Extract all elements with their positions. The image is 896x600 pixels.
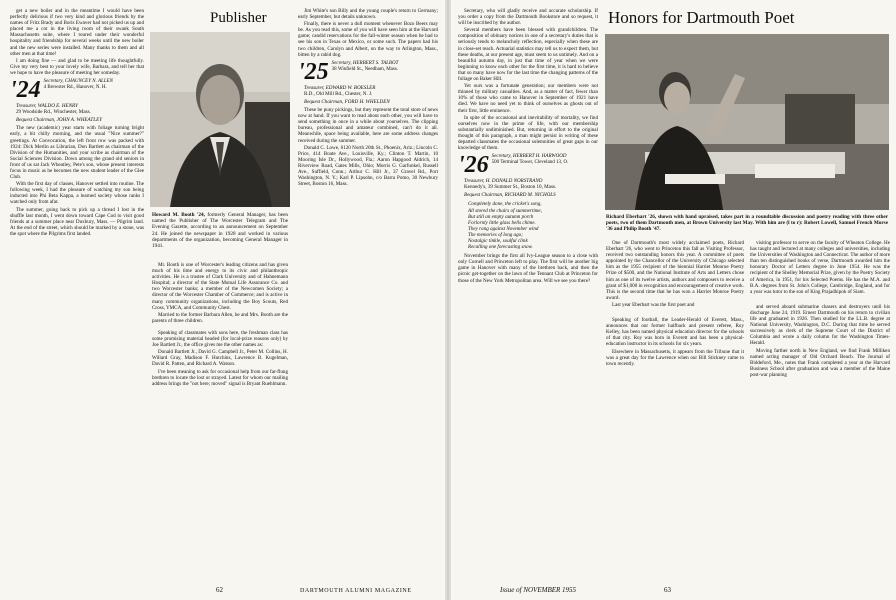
caption-name: Howard M. Booth '24,	[152, 212, 205, 218]
treasurer-address: R.D., Old Mill Rd., Chester, N. J.	[304, 90, 373, 97]
secretary-line: Secretary, HERBERT H. HARWOOD	[491, 154, 567, 160]
paragraph: Elsewhere in Massachusetts, it appears from the Tribune that it was a great day for the Lawrence when our Bill Stickney came to town recently.	[606, 348, 744, 367]
treasurer-line: Treasurer, EDWARD W. BOESLER	[304, 84, 376, 91]
paragraph: One of Dartmouth's most widely acclaimed poets, Richard Eberhart '26, who went to Princeton this fall as Visiting Professor, received two outstanding honors this year. A committee of poets appointed by the Chancellor of the University of Chicago selected him as the 1955 recipient of the biennial Harriet Monroe Poetry Prize of $500, and the National Institute of Arts and Letters chose him as one of its twelve artists, authors and composers to receive a grant of $1,000 in recognition and encouragement of creative work. This is the second time that he has won a Harriet Monroe Poetry award.	[606, 240, 744, 301]
eberhart-photo	[605, 34, 889, 210]
secretary-address: 38 Winfield St., Needham, Mass.	[331, 66, 399, 72]
poem-line: Forlornly little glass bells chime.	[468, 219, 536, 226]
poem-line: All stored the chairs of summertime,	[468, 207, 542, 214]
paragraph: The summer, going back to pick up a thread I lost in the shuffle last month, I went down toward Cape Cod to visit good friends at a summer place near Duxbury, Mass. — Pilgrim land. At the end of the street, which should be marked by a stone, was the spot where the Pilgrims first landed.	[10, 206, 144, 237]
right-page	[450, 0, 896, 600]
secretary-address: 4 Brewster Rd., Hanover, N. H.	[43, 85, 107, 91]
publisher-heading: Publisher	[210, 10, 267, 26]
booth-caption	[152, 212, 288, 249]
page-number-left: 62	[216, 586, 223, 594]
magazine-footer: DARTMOUTH ALUMNI MAGAZINE	[300, 588, 412, 594]
treasurer-address: 29 Woodside Rd., Winchester, Mass.	[16, 109, 91, 116]
bequest-line: Bequest Chairman, JOHN A. WHEATLEY	[16, 117, 103, 124]
paragraph: In spite of the occasional and inevitability of mortality, we find ourselves now in the prime of life, with our membership substantially undiminished. But, returning in effort to the original thought of this paragraph, a man might persist in writing of these departed classmates the occasional solemnities of great gaps in our knowledge of them.	[458, 114, 598, 152]
paragraph: I've been meaning to ask for occasional help from our far-flung brethren to locate the lost or strayed. Latest for whom our mailing address brings the "not here; moved" signal is Bryant Ruehlmann.	[152, 368, 288, 387]
poem-line: They rang against November wind	[468, 225, 539, 232]
bequest-line: Bequest Chairman, RICHARD M. NICHOLS	[464, 192, 556, 199]
paragraph: Married to the former Barbara Allen, he and Mrs. Booth are the parents of three children.	[152, 311, 288, 324]
class-header-26	[458, 152, 598, 179]
poem-line: But still an empty autumn porch	[468, 213, 534, 220]
honors-heading: Honors for Dartmouth Poet	[608, 8, 795, 27]
class-number: '25	[298, 58, 329, 85]
issue-footer: Issue of NOVEMBER 1955	[500, 586, 577, 594]
left-column-1	[10, 8, 144, 588]
right-column-3	[750, 240, 890, 580]
spacer	[750, 296, 890, 304]
poem-line: Completely done, the cricket's song,	[468, 201, 542, 208]
treasurer-block	[458, 178, 598, 198]
class-header-24	[10, 77, 144, 104]
spacer	[606, 309, 744, 317]
left-column-3	[298, 8, 438, 586]
booth-portrait-photo	[150, 32, 290, 207]
treasurer-line: Treasurer, WALDO E. HENRY	[16, 103, 78, 110]
caption-text: formerly General Manager, has been named the Publisher of The Worcester Telegram and The Evening Gazette, according to an announcement on September 24. He joined the newspaper in 1928 and worked in various departments of the organization, becoming General Manager in 1941.	[152, 212, 288, 250]
class-officers	[492, 154, 569, 166]
paragraph: Jim White's son Billy and the young couple's return to Germany; early September, but details unknown.	[298, 8, 438, 21]
poem	[458, 201, 598, 250]
paragraph: The new (academic) year starts with foliage turning bright early, a bit chilly morning, and the usual "Nice summer?" greetings. At Convocation, the left front row was packed with 1924: Dick Merlin as Librarian, Don Bartlett as chairman of the Division of the Humanities, and your scribe as chairman of the Social Sciences Division. Down among the grand old seniors in front of us sat Jack Wheatley, Pete's son, whose present interests focus in music as he becomes the new student leader of the Glee Club.	[10, 125, 144, 181]
class-number: '26	[458, 152, 489, 179]
paragraph: Finally, there is never a dull moment whenever Bozo Beers may be. As you read this, some of you will have seen him at the Harvard game; candid reservations for the fall-winter season when he had to see his son in Texas or Mexico, or some such. The papers had his two children, Carolyn and Albert, on the way to Arlington, Mass., bitten by a rabid dog.	[298, 21, 438, 58]
paragraph: Several members have been blessed with grandchildren. The composition of obituary notices in one of a secretary's duties that is seriously tends to melancholy reflection, especially when these are in close-set reach. Actuarial statistics may tell us to expect them, but these deaths, at our present age, must seem to us untimely. And on a beautiful autumn day, in just that time of year when we were beginning to know each other for the first time, it is hard to believe that so many have now for the last time the changing patterns of the foliage on Baker Hill.	[458, 27, 598, 83]
treasurer-block	[10, 103, 144, 123]
poem-line: The memories of long ago;	[468, 231, 523, 238]
treasurer-line: Treasurer, H. DONALD NORSTRAND	[464, 178, 543, 185]
paragraph: These be puny pickings, but they represent the total store of news now at hand. If you want to read about each other, you will have to send something in once in a while about yourselves. The clipping bureau, professional and amateur combined, can't do it all. Meanwhile, space being available, here are some address changes received during the summer.	[298, 107, 438, 144]
left-page	[0, 0, 446, 600]
poem-line: Nostalgic tinkle, soulful clink	[468, 238, 528, 244]
photo-image	[605, 34, 889, 210]
secretary-address: 500 Terminal Tower, Cleveland 13, O.	[491, 160, 569, 166]
treasurer-block	[298, 85, 438, 105]
treasurer-address: Kennedy's, 39 Summer St., Boston 10, Mass.	[464, 184, 557, 191]
eberhart-caption: Richard Eberhart '26, shown with hand upraised, takes part in a roundtable discussion and poetry reading with three other poets, two of them Dartmouth men, at Brown University last May. With him are (l to r): Robert Lowell, Samuel French Morse '36 and Philip Booth '47.	[606, 214, 888, 233]
paragraph: November brings the first all Ivy-League season to a close with only Cornell and Princeton left to play. The first will be another big game in Hanover with many of the brethren back, and then the picnic get-together on the lawn of the Tennant Club at Princeton for those of the New York Metropolitan area. Will we see you there?	[458, 253, 598, 284]
paragraph: Speaking of classmates with sons here, the freshman class has some promising material headed (for local-prize reasons only) by Joe Bartlett Jr., the office gives me the other names as:	[152, 329, 288, 349]
paragraph: Yet ours was a fortunate generation; our members were not thinned by military casualties. And, as a matter of fact, fewer than 10% of those who came to Hanover in September of 1921 have died. We have no need yet to think of ourselves as ghosts out of their first, little eminence.	[458, 83, 598, 114]
paragraph: and served aboard submarine chasers and destroyers until his discharge June 24, 1919. Ernest Dartmouth on his return to civilian life and graduated in 1926. Then studied for the LL.B. degree at National University, Washington, D.C. During that time he served successively as clerk of the Supreme Court of the District of Columbia and wrote a daily column for the Washington Times-Herald.	[750, 303, 890, 347]
paragraph: Donald Bartlett Jr., David G. Campbell Jr., Peter M. Collins, H. Willard Gray, Madison F. Hutchins, Lawrence B. Kugelman, David R. Patten, and Richard A. Watson.	[152, 349, 288, 368]
right-column-1	[458, 8, 598, 586]
secretary-line: Secretary, HERBERT S. TALBOT	[331, 60, 399, 66]
class-officers	[44, 79, 113, 91]
paragraph: Donald C. Lowe, 6120 North 20th St., Phoenix, Ariz.; Lincoln C. Price, 414 Boate Ave., Louisville, Ky.; Clinton T. Martin, 10 Mooring Isle Dr., Hollywood, Fla.; Aaron Hapgood Aldrich, 14 Riverview Road, Gates Mills, Ohio; Morris G. Garfunkel, Russell Ave., Suffield, Conn.; Arthur C. Hill Jr., 37 Gravel Rd., Port Washington, N. Y.; Karl P. Lipsohn, c/o Barra Pomo, 30 Newbury Street, Boston 16, Mass.	[298, 144, 438, 188]
right-column-2	[606, 240, 744, 580]
poem-line: Recalling one forecasting snow.	[468, 244, 533, 251]
class-header-25	[298, 58, 438, 85]
paragraph: Moving farther north in New England, we find Frank Milliken named acting manager of Old Orchard Beach. The Journal of Biddeford, Me., notes that Frank completed a year at the Harvard Business School after graduation and was a member of the Maine post-war planning	[750, 347, 890, 378]
left-column-2	[152, 262, 288, 580]
paragraph: visiting professor to serve on the faculty of Wheaton College. He has taught and lectured at many colleges and universities, including the Universities of Washington and Connecticut. The author of more than ten distinguished books of verse, Dartmouth awarded him the honorary Doctor of Letters degree in June 1954. He was the recipient of the Shelley Memorial Prize, given by the Poetry Society of America, in 1951, for his Selected Poems. He has the M.A. and B.A. degrees from St. John's College, Cambridge, England, and for a year was tutor to the son of King Prajadhipok of Siam.	[750, 240, 890, 295]
class-number: '24	[10, 77, 41, 104]
portrait-image	[150, 32, 290, 207]
paragraph: I am doing fine — and glad to be meeting life thoughtfully. Give my very best to your lovely wife, Barbara, and tell her that we hope to have the pleasure of meeting her someday.	[10, 57, 144, 76]
paragraph: With the first day of classes, Hanover settled into routine. The following week, I had the pleasure of watching my son being inducted into Phi Beta Kappa, a learned society whose ranks I watched only from afar.	[10, 181, 144, 206]
paragraph: Secretary, who will gladly receive and accurate scholarship. If you order a copy from the Dartmouth Bookstore and so request, it will be inscribed by the author.	[458, 8, 598, 27]
paragraph: Mr. Booth is one of Worcester's leading citizens and has given much of his time and energy to its civic and philanthropic activities. He is a trustee of Clark University and of Hahnemann Hospital; a director of the State Mutual Life Assurance Co. and two Worcester banks; a member of the Newcomen Society; a director of the Worcester Chamber of Commerce; and is active in many community organizations, including the Boy Scouts, Red Cross, YMCA, and Community Chest.	[152, 262, 288, 311]
paragraph: Speaking of football, the Leader-Herald of Everett, Mass., announces that our former halfback and present referee, Roy Kelley, has been named physical education director for the schools of that city. Roy was born in Everett and has been a physical-education instructor in its schools for six years.	[606, 317, 744, 348]
paragraph: get a new boiler and in the meantime I would have been perfectly delirious if two very kind and glorious friends by the names of Fritz Brady and Boris Ewaver had not picked us up and placed me a cot in the living room of their swank South Massachusetts suite, where I toured under their wonderful hospitality and friendship for several weeks until the new boiler and the new series were installed. Many thanks to them and all other men at that time!	[10, 8, 144, 57]
page-number-right: 63	[664, 586, 671, 594]
paragraph: Last year Eberhart was the first poet and	[612, 301, 695, 308]
bequest-line: Bequest Chairman, FORD H. WHELDEN	[304, 98, 390, 105]
secretary-line: Secretary, CHAUNCEY N. ALLEN	[43, 79, 113, 85]
class-officers	[332, 61, 399, 73]
